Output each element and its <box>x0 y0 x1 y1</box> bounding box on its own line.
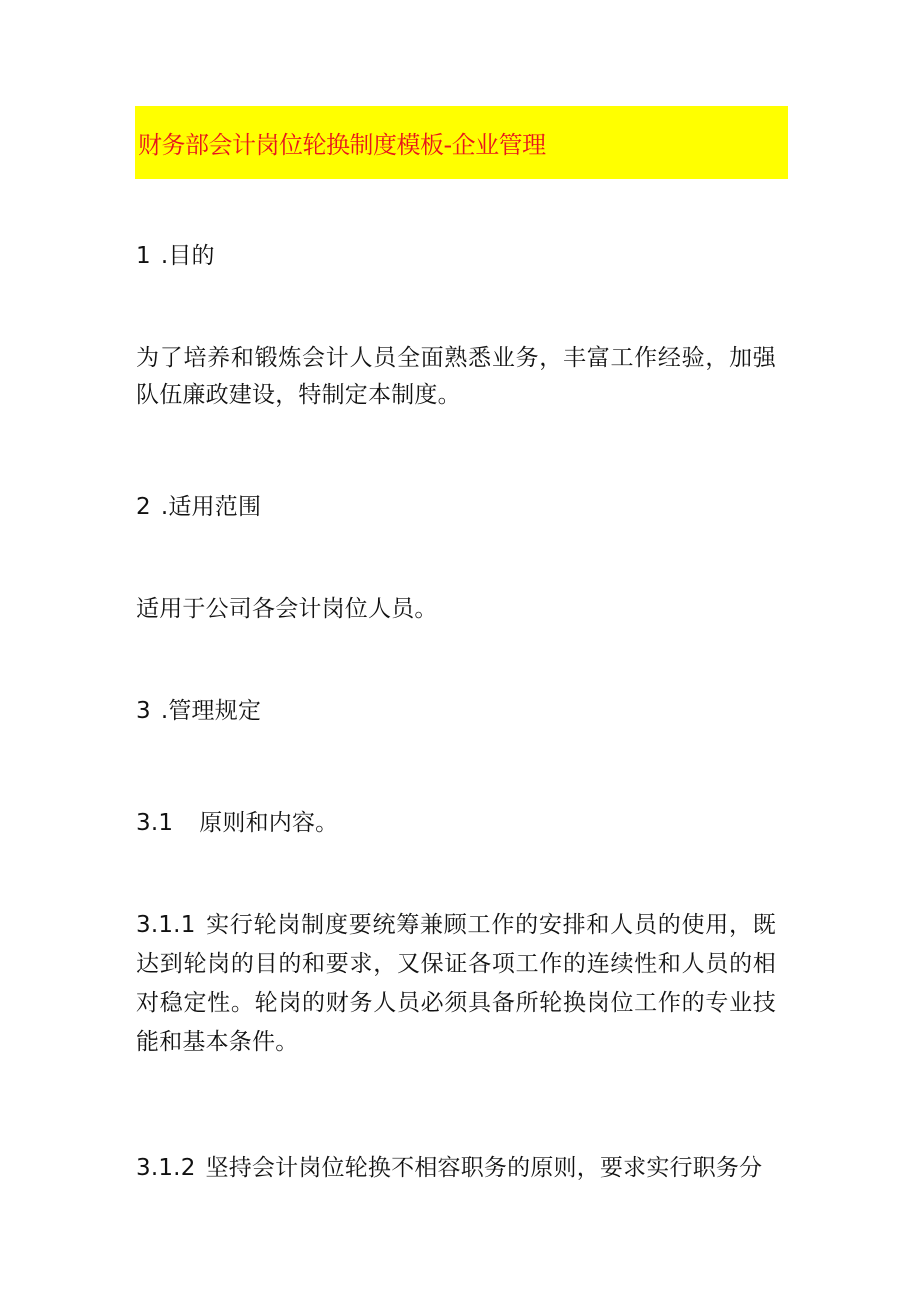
section-number: 2 <box>136 494 151 520</box>
subsection-heading-principles <box>136 805 776 842</box>
paragraph-3-1-1 <box>136 906 776 1062</box>
section-title: 原则和内容。 <box>199 810 339 836</box>
section-title: .适用范围 <box>160 494 262 520</box>
section-heading-rules <box>136 693 776 730</box>
title-banner <box>135 106 788 179</box>
document-title: 财务部会计岗位轮换制度模板-企业管理 <box>138 131 546 159</box>
section-number: 3.1 <box>136 810 174 836</box>
section-heading-purpose <box>136 238 776 275</box>
section-heading-scope <box>136 489 776 526</box>
paragraph-3-1-2 <box>136 1150 776 1187</box>
section-title: .目的 <box>160 243 215 269</box>
paragraph-text: 坚持会计岗位轮换不相容职务的原则，要求实行职务分 <box>205 1155 763 1181</box>
section-number: 3.1.1 <box>136 912 196 938</box>
section-number: 1 <box>136 243 151 269</box>
section-title: .管理规定 <box>160 698 262 724</box>
paragraph-text: 实行轮岗制度要统筹兼顾工作的安排和人员的使用，既达到轮岗的目的和要求，又保证各项工作的连续性和人员的相对稳定性。轮岗的财务人员必须具备所轮换岗位工作的专业技能和基本条件。 <box>136 912 776 1055</box>
paragraph-scope: 适用于公司各会计岗位人员。 <box>136 596 438 622</box>
section-number: 3.1.2 <box>136 1155 196 1181</box>
section-number: 3 <box>136 698 151 724</box>
paragraph-purpose: 为了培养和锻炼会计人员全面熟悉业务，丰富工作经验，加强队伍廉政建设，特制定本制度。 <box>136 345 776 408</box>
